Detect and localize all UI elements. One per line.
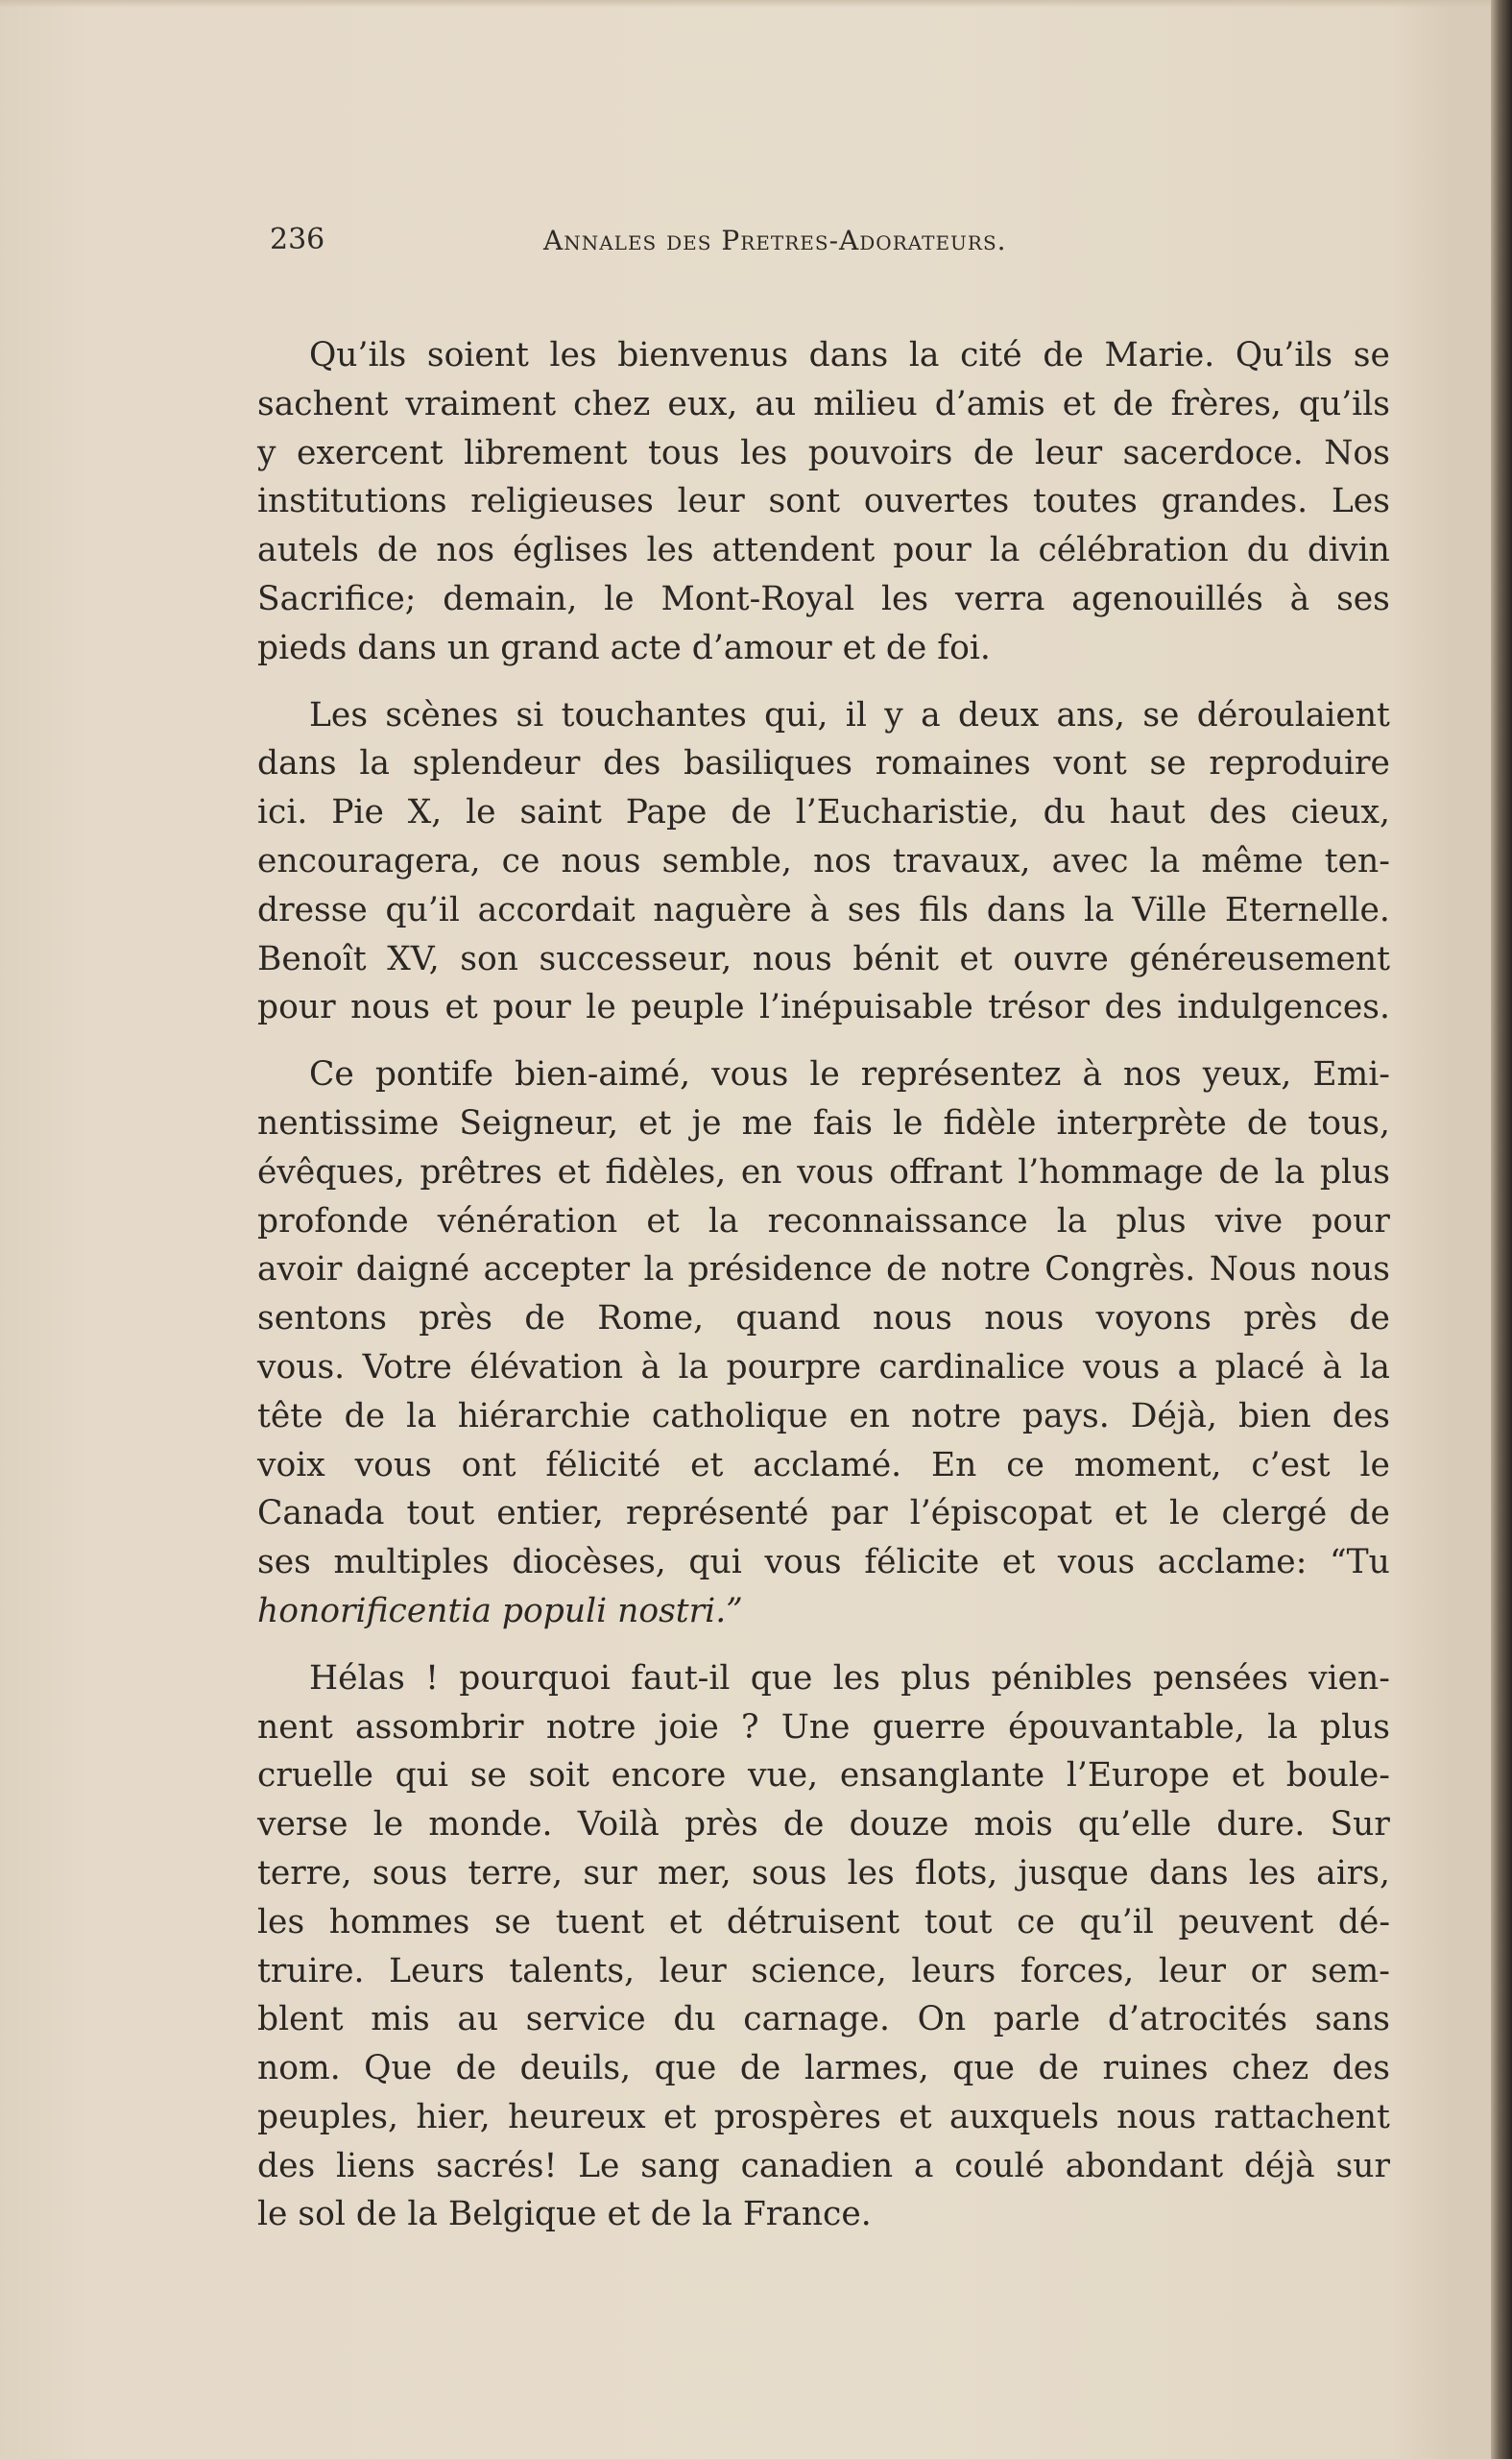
page-number: 236 <box>270 223 325 256</box>
text-line: peuples, hier, heureux et prospères et auxquels nous rattachent <box>257 2097 1390 2136</box>
text-line: Benoît XV, son successeur, nous bénit et ouvre généreusement <box>257 939 1390 978</box>
paragraph-1 <box>257 331 1390 673</box>
page-top-edge <box>0 0 1491 8</box>
text-line: profonde vénération et la reconnaissance la plus vive pour <box>257 1201 1390 1241</box>
text-line: dresse qu’il accordait naguère à ses fils dans la Ville Eternelle. <box>257 890 1390 929</box>
text-line: avoir daigné accepter la présidence de notre Congrès. Nous nous <box>257 1250 1390 1290</box>
text-line: Hélas ! pourquoi faut-il que les plus pénibles pensées vien- <box>309 1658 1390 1698</box>
body-text <box>257 331 1390 2257</box>
text-line: terre, sous terre, sur mer, sous les flots, jusque dans les airs, <box>257 1853 1390 1892</box>
text-line: évêques, prêtres et fidèles, en vous offrant l’hommage de la plus <box>257 1152 1390 1192</box>
text-line: encouragera, ce nous semble, nos travaux, avec la même ten- <box>257 841 1390 880</box>
text-line: y exercent librement tous les pouvoirs de leur sacerdoce. Nos <box>257 433 1390 472</box>
paragraph-4 <box>257 1654 1390 2240</box>
text-line: des liens sacrés! Le sang canadien a coulé abondant déjà sur <box>257 2146 1390 2185</box>
book-spine-shadow <box>1491 0 1512 2459</box>
page-header <box>270 223 1393 261</box>
text-line: honorificentia populi nostri.” <box>257 1591 743 1630</box>
text-line: Sacrifice; demain, le Mont-Royal les verra agenouillés à ses <box>257 579 1390 618</box>
text-line: tête de la hiérarchie catholique en notre pays. Déjà, bien des <box>257 1396 1390 1435</box>
text-line: vous. Votre élévation à la pourpre cardinalice vous a placé à la <box>257 1347 1390 1386</box>
text-line: sentons près de Rome, quand nous nous voyons près de <box>257 1299 1390 1338</box>
text-line: truire. Leurs talents, leur science, leurs forces, leur or sem- <box>257 1951 1390 1990</box>
running-title: Annales des Pretres-Adorateurs. <box>543 225 1007 256</box>
text-line: voix vous ont félicité et acclamé. En ce moment, c’est le <box>257 1445 1390 1484</box>
text-line: nom. Que de deuils, que de larmes, que de ruines chez des <box>257 2049 1390 2088</box>
text-line: Ce pontife bien-aimé, vous le représentez à nos yeux, Emi- <box>309 1055 1390 1095</box>
text-line: les hommes se tuent et détruisent tout ce qu’il peuvent dé- <box>257 1902 1390 1941</box>
paragraph-3 <box>257 1050 1390 1636</box>
text-line: ici. Pie X, le saint Pape de l’Eucharistie, du haut des cieux, <box>257 793 1390 832</box>
text-line: Qu’ils soient les bienvenus dans la cité de Marie. Qu’ils se <box>309 336 1390 374</box>
text-line: ses multiples diocèses, qui vous félicite et vous acclame: “Tu <box>257 1543 1390 1582</box>
paragraph-2 <box>257 691 1390 1033</box>
text-line: Canada tout entier, représenté par l’épiscopat et le clergé de <box>257 1494 1390 1533</box>
text-line: Les scènes si touchantes qui, il y a deux ans, se déroulaient <box>309 695 1390 735</box>
text-line: autels de nos églises les attendent pour la célébration du divin <box>257 531 1390 570</box>
text-line: le sol de la Belgique et de la France. <box>257 2195 872 2234</box>
text-line: sachent vraiment chez eux, au milieu d’amis et de frères, qu’ils <box>257 384 1390 423</box>
text-line: cruelle qui se soit encore vue, ensanglante l’Europe et boule- <box>257 1756 1390 1796</box>
text-line: pour nous et pour le peuple l’inépuisable trésor des indulgences. <box>257 988 1390 1027</box>
text-line: nentissime Seigneur, et je me fais le fidèle interprète de tous, <box>257 1103 1390 1143</box>
text-line: pieds dans un grand acte d’amour et de foi. <box>257 628 991 667</box>
text-line: nent assombrir notre joie ? Une guerre épouvantable, la plus <box>257 1707 1390 1747</box>
text-line: blent mis au service du carnage. On parle d’atrocités sans <box>257 2000 1390 2039</box>
text-line: institutions religieuses leur sont ouvertes toutes grandes. Les <box>257 482 1390 521</box>
text-line: verse le monde. Voilà près de douze mois qu’elle dure. Sur <box>257 1805 1390 1844</box>
text-line: dans la splendeur des basiliques romaines vont se reproduire <box>257 744 1390 784</box>
